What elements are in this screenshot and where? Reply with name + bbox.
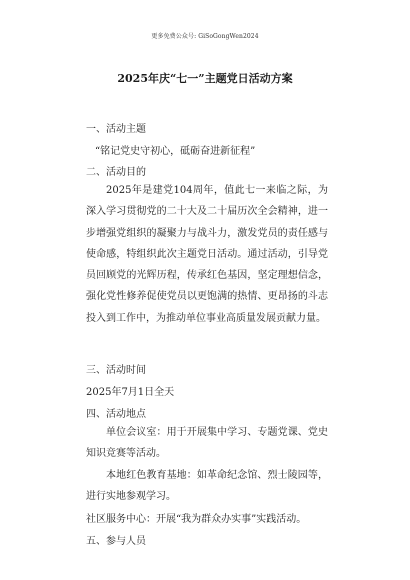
activity-place-1: 单位会议室：用于开展集中学习、专题党课、党史知识竞赛等活动。: [86, 427, 328, 460]
section-4-heading: 四、活动地点: [86, 409, 146, 420]
section-1-heading: 一、活动主题: [86, 124, 146, 135]
header-note: 更多免费公众号: GiSoGongWen2024: [151, 33, 259, 40]
activity-place-2: 本地红色教育基地：如革命纪念馆、烈士陵园等，进行实地参观学习。: [86, 470, 328, 503]
activity-purpose-paragraph: 2025年是建党104周年，值此七一来临之际，为深入学习贯彻党的二十大及二十届历次全会精神，进一步增强党组织的凝聚力与战斗力，激发党员的责任感与使命感，特组织此次主题党日活动。通过活动，引导党员回顾党的光辉历程，传承红色基因，坚定理想信念，强化党性修养促使党员以更饱满的热情、更昂扬的斗志投入到工作中，为推动单位事业高质量发展贡献力量。: [86, 185, 328, 324]
activity-time: 2025年7月1日全天: [86, 387, 175, 398]
activity-place-3: 社区服务中心：开展“我为群众办实事”实践活动。: [86, 514, 307, 525]
section-5-heading: 五、参与人员: [86, 536, 146, 547]
document-title: 2025年庆“七一”主题党日活动方案: [117, 72, 293, 85]
section-3-heading: 三、活动时间: [86, 365, 146, 376]
section-2-heading: 二、活动目的: [86, 167, 146, 178]
activity-theme: “铭记党史守初心，砥砺奋进新征程”: [95, 146, 256, 157]
